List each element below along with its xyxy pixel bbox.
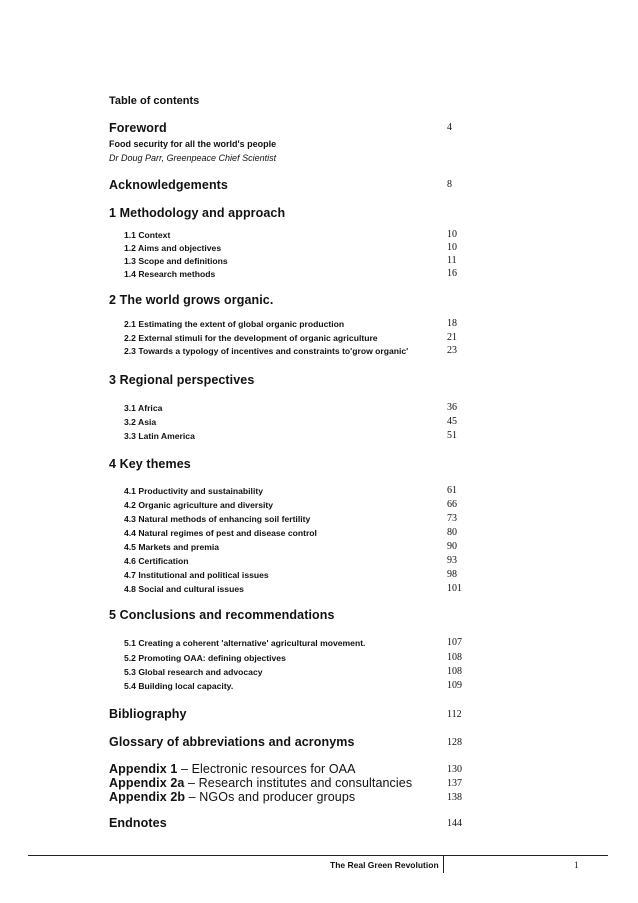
toc-entry[interactable]: 3.3 Latin America (124, 431, 195, 441)
toc-entry[interactable]: 4.1 Productivity and sustainability (124, 486, 263, 496)
bibliography-page: 112 (447, 709, 462, 720)
toc-entry[interactable]: 2.1 Estimating the extent of global organic production (124, 319, 345, 329)
toc-entry[interactable]: 4.8 Social and cultural issues (124, 584, 244, 594)
footer-title: The Real Green Revolution (330, 860, 439, 870)
toc-entry[interactable]: 1.2 Aims and objectives (124, 243, 222, 253)
chapter-3-heading[interactable]: 3 Regional perspectives (109, 373, 255, 387)
footer-divider (443, 855, 444, 873)
toc-entry[interactable]: 4.7 Institutional and political issues (124, 570, 269, 580)
toc-entry-page: 66 (447, 499, 457, 510)
glossary-heading[interactable]: Glossary of abbreviations and acronyms (109, 735, 355, 749)
appendix-description: – Research institutes and consultancies (184, 776, 413, 790)
toc-entry-page: 51 (447, 430, 457, 441)
toc-entry[interactable]: 5.2 Promoting OAA: defining objectives (124, 653, 286, 663)
toc-entry-page: 61 (447, 485, 457, 496)
toc-entry-page: 10 (447, 242, 457, 253)
appendix-1[interactable] (109, 762, 356, 776)
appendix-page: 138 (447, 792, 462, 803)
toc-entry[interactable]: 1.1 Context (124, 230, 171, 240)
footer-rule (28, 855, 608, 856)
toc-entry-page: 23 (447, 345, 457, 356)
toc-entry[interactable]: 4.4 Natural regimes of pest and disease control (124, 528, 317, 538)
appendix-description: – NGOs and producer groups (185, 790, 356, 804)
toc-entry-page: 10 (447, 229, 457, 240)
toc-entry-page: 45 (447, 416, 457, 427)
toc-entry[interactable]: 4.6 Certification (124, 556, 189, 566)
toc-entry-page: 108 (447, 666, 462, 677)
toc-entry[interactable]: 5.4 Building local capacity. (124, 681, 234, 691)
foreword-heading[interactable]: Foreword (109, 121, 167, 135)
toc-entry[interactable]: 2.3 Towards a typology of incentives and constraints to'grow organic' (124, 346, 409, 356)
appendix-2b[interactable] (109, 790, 355, 804)
acknowledgements-page: 8 (447, 179, 452, 190)
foreword-subtitle: Food security for all the world's people (109, 139, 277, 149)
toc-entry[interactable]: 3.2 Asia (124, 417, 157, 427)
page-title: Table of contents (109, 95, 200, 107)
toc-entry-page: 18 (447, 318, 457, 329)
appendix-label: Appendix 2a (109, 776, 185, 790)
chapter-5-heading[interactable]: 5 Conclusions and recommendations (109, 608, 335, 622)
chapter-1-heading[interactable]: 1 Methodology and approach (109, 206, 286, 220)
toc-entry-page: 90 (447, 541, 457, 552)
appendix-page: 137 (447, 778, 462, 789)
toc-entry[interactable]: 4.3 Natural methods of enhancing soil fertility (124, 514, 311, 524)
toc-entry[interactable]: 5.3 Global research and advocacy (124, 667, 263, 677)
toc-entry[interactable]: 3.1 Africa (124, 403, 163, 413)
toc-entry-page: 109 (447, 680, 462, 691)
appendix-2a[interactable] (109, 776, 412, 790)
toc-entry[interactable]: 4.2 Organic agriculture and diversity (124, 500, 274, 510)
appendix-label: Appendix 2b (109, 790, 186, 804)
foreword-page: 4 (447, 122, 452, 133)
appendix-description: – Electronic resources for OAA (177, 762, 356, 776)
toc-entry[interactable]: 2.2 External stimuli for the development of organic agriculture (124, 333, 378, 343)
appendix-page: 130 (447, 764, 462, 775)
toc-entry-page: 21 (447, 332, 457, 343)
chapter-2-heading[interactable]: 2 The world grows organic. (109, 293, 274, 307)
toc-entry[interactable]: 5.1 Creating a coherent 'alternative' agricultural movement. (124, 638, 366, 648)
footer-page-number: 1 (574, 860, 579, 870)
appendix-label: Appendix 1 (109, 762, 178, 776)
toc-entry-page: 93 (447, 555, 457, 566)
toc-entry[interactable]: 1.4 Research methods (124, 269, 216, 279)
endnotes-heading[interactable]: Endnotes (109, 816, 167, 830)
toc-entry-page: 36 (447, 402, 457, 413)
toc-entry[interactable]: 1.3 Scope and definitions (124, 256, 228, 266)
toc-entry-page: 16 (447, 268, 457, 279)
toc-entry-page: 11 (447, 255, 457, 266)
foreword-author: Dr Doug Parr, Greenpeace Chief Scientist (109, 153, 277, 163)
bibliography-heading[interactable]: Bibliography (109, 707, 187, 721)
toc-entry-page: 73 (447, 513, 457, 524)
toc-entry-page: 108 (447, 652, 462, 663)
toc-entry[interactable]: 4.5 Markets and premia (124, 542, 220, 552)
acknowledgements-heading[interactable]: Acknowledgements (109, 178, 228, 192)
toc-entry-page: 101 (447, 583, 462, 594)
toc-entry-page: 98 (447, 569, 457, 580)
toc-entry-page: 80 (447, 527, 457, 538)
chapter-4-heading[interactable]: 4 Key themes (109, 457, 191, 471)
toc-entry-page: 107 (447, 637, 462, 648)
glossary-page: 128 (447, 737, 462, 748)
endnotes-page: 144 (447, 818, 462, 829)
